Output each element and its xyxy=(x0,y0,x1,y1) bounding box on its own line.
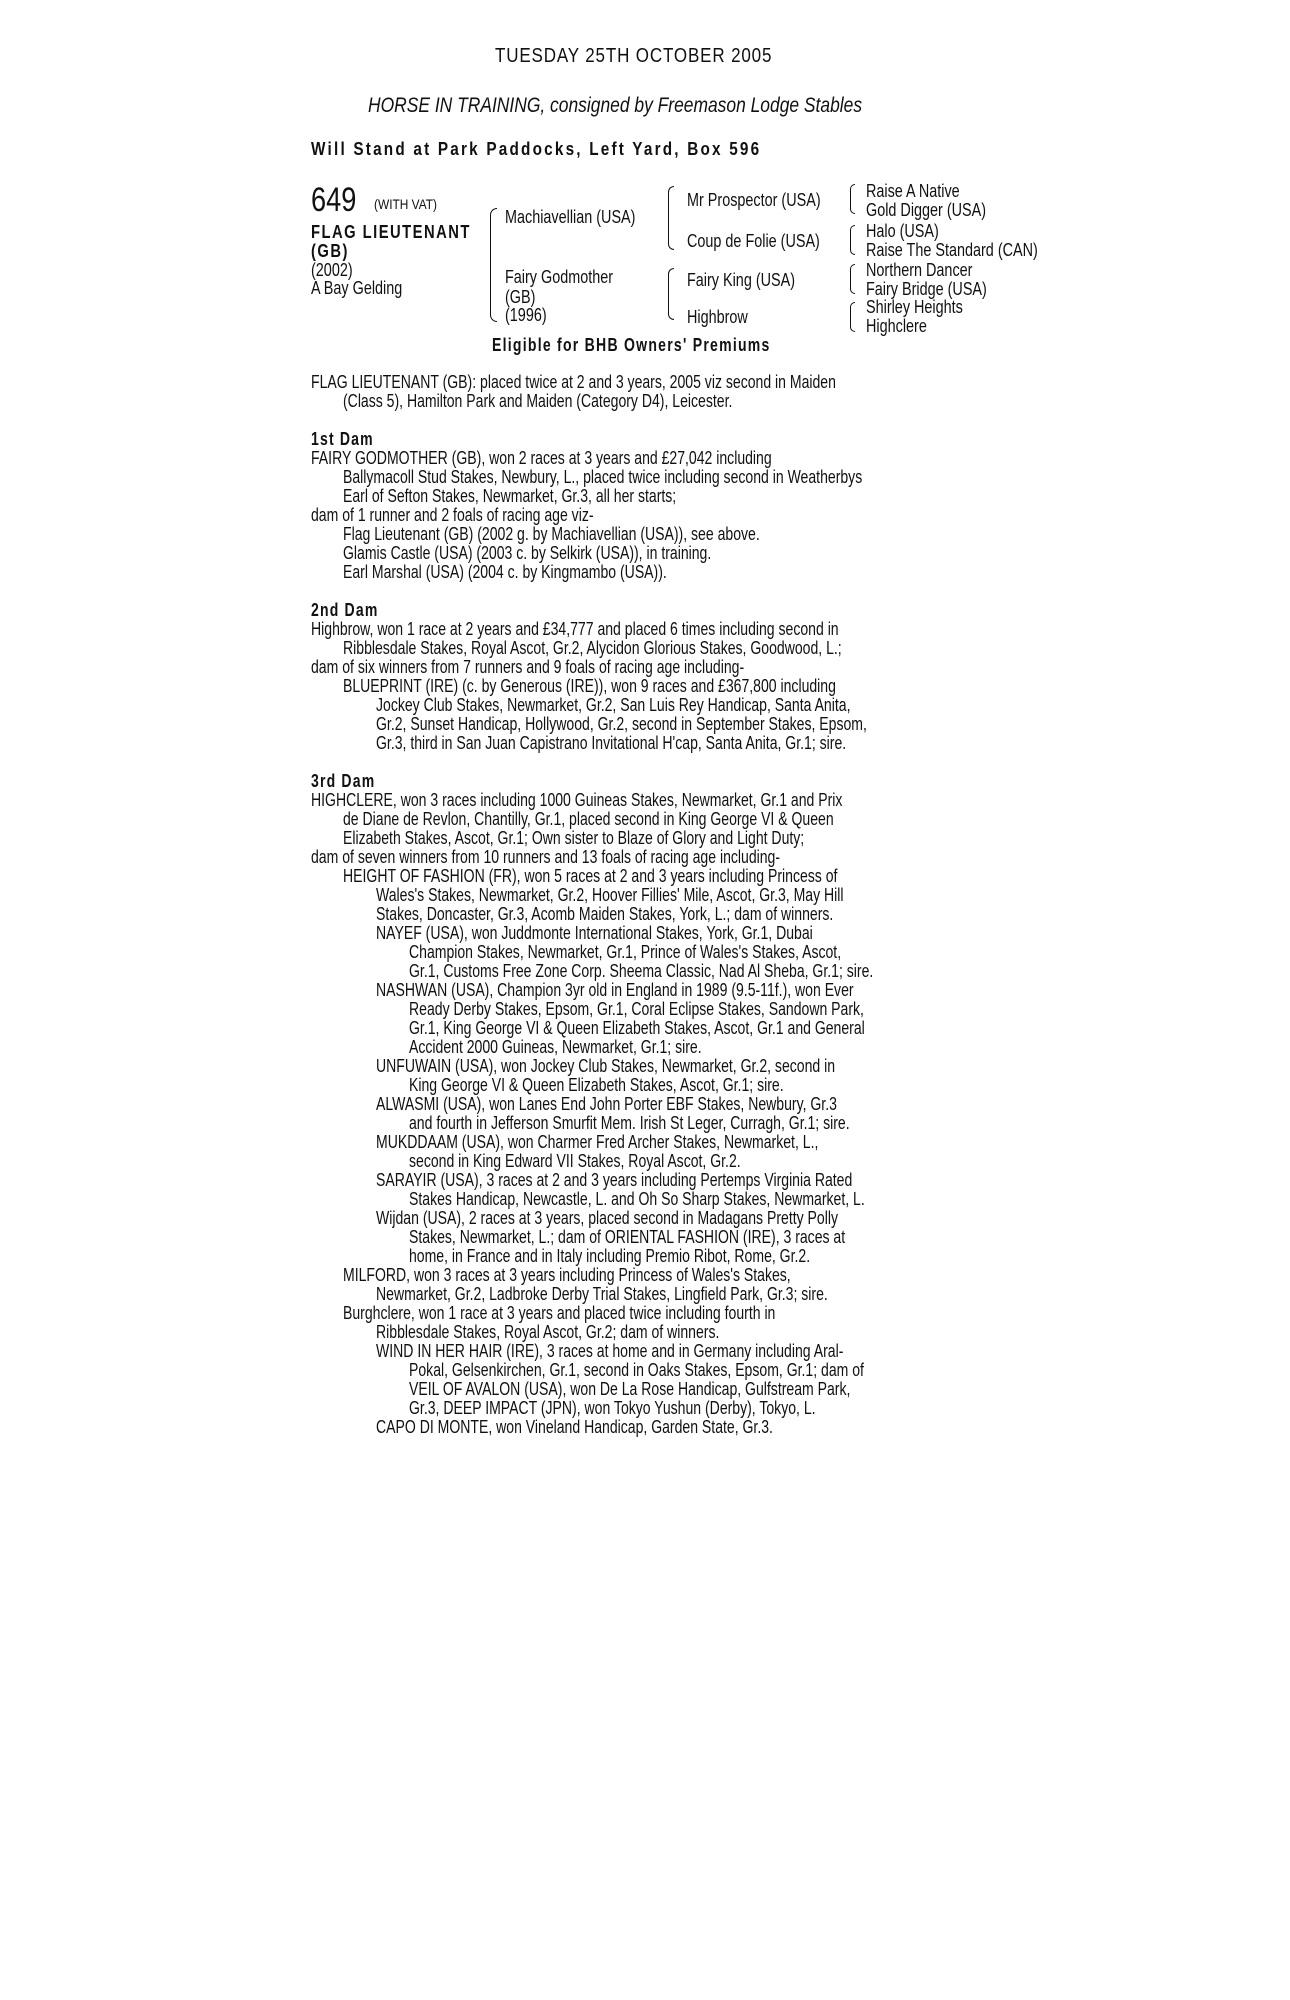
dam3-line: SARAYIR (USA), 3 races at 2 and 3 years including Pertemps Virginia Rated xyxy=(376,1170,853,1190)
pedigree-dam-sire: Fairy King (USA) xyxy=(687,270,796,290)
dam3-line: MUKDDAAM (USA), won Charmer Fred Archer Stakes, Newmarket, L., xyxy=(376,1132,819,1152)
dam3-line: de Diane de Revlon, Chantilly, Gr.1, placed second in King George VI & Queen xyxy=(343,809,834,829)
dam3-line: Wales's Stakes, Newmarket, Gr.2, Hoover Fillies' Mile, Ascot, Gr.3, May Hill xyxy=(376,885,844,905)
sale-date: TUESDAY 25TH OCTOBER 2005 xyxy=(495,45,773,67)
dam3-line: dam of seven winners from 10 runners and 13 foals of racing age including- xyxy=(311,847,781,867)
dam3-line: Elizabeth Stakes, Ascot, Gr.1; Own sister to Blaze of Glory and Light Duty; xyxy=(343,828,805,848)
pedigree-sdd: Raise The Standard (CAN) xyxy=(866,240,1038,260)
consignment-line: HORSE IN TRAINING, consigned by Freemason Lodge Stables xyxy=(368,94,863,117)
vat-note: (WITH VAT) xyxy=(374,196,438,212)
pedigree-brace-sire xyxy=(668,186,674,250)
dam2-line: Gr.2, Sunset Handicap, Hollywood, Gr.2, second in September Stakes, Epsom, xyxy=(376,714,867,734)
dam1-line: Earl of Sefton Stakes, Newmarket, Gr.3, all her starts; xyxy=(343,486,677,506)
pedigree-brace-ss xyxy=(850,184,855,214)
pedigree-brace-sd xyxy=(850,225,855,255)
lot-number: 649 xyxy=(311,181,357,219)
dam3-line: Gr.1, King George VI & Queen Elizabeth Stakes, Ascot, Gr.1 and General xyxy=(409,1018,865,1038)
dam2-line: dam of six winners from 7 runners and 9 foals of racing age including- xyxy=(311,657,745,677)
pedigree-dss: Northern Dancer xyxy=(866,260,973,280)
dam3-line: Gr.1, Customs Free Zone Corp. Sheema Classic, Nad Al Sheba, Gr.1; sire. xyxy=(409,961,874,981)
dam3-line: Stakes, Doncaster, Gr.3, Acomb Maiden Stakes, York, L.; dam of winners. xyxy=(376,904,834,924)
horse-origin: (GB) xyxy=(311,241,349,261)
pedigree-dam-origin: (GB) xyxy=(505,287,536,307)
pedigree-ssd: Gold Digger (USA) xyxy=(866,200,987,220)
dam3-line: Champion Stakes, Newmarket, Gr.1, Prince of Wales's Stakes, Ascot, xyxy=(409,942,842,962)
dam3-line: VEIL OF AVALON (USA), won De La Rose Handicap, Gulfstream Park, xyxy=(409,1379,851,1399)
pedigree-brace-dd xyxy=(850,302,855,332)
dam3-line: Newmarket, Gr.2, Ladbroke Derby Trial Stakes, Lingfield Park, Gr.3; sire. xyxy=(376,1284,828,1304)
intro-line: FLAG LIEUTENANT (GB): placed twice at 2 and 3 years, 2005 viz second in Maiden xyxy=(311,372,836,392)
premiums-note: Eligible for BHB Owners' Premiums xyxy=(492,335,771,355)
dam3-line: HIGHCLERE, won 3 races including 1000 Guineas Stakes, Newmarket, Gr.1 and Prix xyxy=(311,790,843,810)
pedigree-dam-year: (1996) xyxy=(505,305,547,325)
dam3-line: CAPO DI MONTE, won Vineland Handicap, Garden State, Gr.3. xyxy=(376,1417,773,1437)
pedigree-sds: Halo (USA) xyxy=(866,221,939,241)
dam3-line: second in King Edward VII Stakes, Royal Ascot, Gr.2. xyxy=(409,1151,741,1171)
dam3-line: Pokal, Gelsenkirchen, Gr.1, second in Oaks Stakes, Epsom, Gr.1; dam of xyxy=(409,1360,864,1380)
dam3-line: NAYEF (USA), won Juddmonte International Stakes, York, Gr.1, Dubai xyxy=(376,923,813,943)
dam1-line: Ballymacoll Stud Stakes, Newbury, L., placed twice including second in Weatherbys xyxy=(343,467,863,487)
dam3-line: and fourth in Jefferson Smurfit Mem. Irish St Leger, Curragh, Gr.1; sire. xyxy=(409,1113,850,1133)
horse-name: FLAG LIEUTENANT xyxy=(311,222,471,242)
dam1-line: FAIRY GODMOTHER (GB), won 2 races at 3 years and £27,042 including xyxy=(311,448,772,468)
dam1-line: Earl Marshal (USA) (2004 c. by Kingmambo (USA)). xyxy=(343,562,667,582)
first-dam-heading: 1st Dam xyxy=(311,429,374,449)
dam3-line: UNFUWAIN (USA), won Jockey Club Stakes, Newmarket, Gr.2, second in xyxy=(376,1056,836,1076)
dam3-line: NASHWAN (USA), Champion 3yr old in England in 1989 (9.5-11f.), won Ever xyxy=(376,980,854,1000)
pedigree-brace-dam xyxy=(668,268,674,320)
pedigree-dam-dam: Highbrow xyxy=(687,307,748,327)
pedigree-dam xyxy=(505,268,613,287)
dam1-line: Glamis Castle (USA) (2003 c. by Selkirk (USA)), in training. xyxy=(343,543,712,563)
dam2-line: Ribblesdale Stakes, Royal Ascot, Gr.2, Alycidon Glorious Stakes, Goodwood, L.; xyxy=(343,638,842,658)
pedigree-brace-main xyxy=(490,208,497,322)
dam3-line: King George VI & Queen Elizabeth Stakes, Ascot, Gr.1; sire. xyxy=(409,1075,784,1095)
horse-year: (2002) xyxy=(311,260,353,280)
pedigree-sss: Raise A Native xyxy=(866,181,960,201)
pedigree-dsd: Fairy Bridge (USA) xyxy=(866,279,987,299)
dam3-line: Ready Derby Stakes, Epsom, Gr.1, Coral Eclipse Stakes, Sandown Park, xyxy=(409,999,864,1019)
dam2-line: Gr.3, third in San Juan Capistrano Invitational H'cap, Santa Anita, Gr.1; sire. xyxy=(376,733,847,753)
dam3-line: HEIGHT OF FASHION (FR), won 5 races at 2 and 3 years including Princess of xyxy=(343,866,838,886)
dam3-line: Stakes Handicap, Newcastle, L. and Oh So Sharp Stakes, Newmarket, L. xyxy=(409,1189,865,1209)
third-dam-heading: 3rd Dam xyxy=(311,771,376,791)
dam2-line: BLUEPRINT (IRE) (c. by Generous (IRE)), won 9 races and £367,800 including xyxy=(343,676,836,696)
pedigree-brace-ds xyxy=(850,264,855,294)
dam3-line: ALWASMI (USA), won Lanes End John Porter EBF Stakes, Newbury, Gr.3 xyxy=(376,1094,837,1114)
dam2-line: Highbrow, won 1 race at 2 years and £34,777 and placed 6 times including second in xyxy=(311,619,839,639)
dam3-line: Gr.3, DEEP IMPACT (JPN), won Tokyo Yushun (Derby), Tokyo, L. xyxy=(409,1398,816,1418)
dam3-line: WIND IN HER HAIR (IRE), 3 races at home and in Germany including Aral- xyxy=(376,1341,844,1361)
dam3-line: Accident 2000 Guineas, Newmarket, Gr.1; sire. xyxy=(409,1037,702,1057)
pedigree-dds: Shirley Heights xyxy=(866,297,963,317)
second-dam-heading: 2nd Dam xyxy=(311,600,379,620)
dam3-line: Burghclere, won 1 race at 3 years and placed twice including fourth in xyxy=(343,1303,776,1323)
dam2-line: Jockey Club Stakes, Newmarket, Gr.2, San Luis Rey Handicap, Santa Anita, xyxy=(376,695,851,715)
pedigree-sire-dam: Coup de Folie (USA) xyxy=(687,231,820,251)
dam3-line: MILFORD, won 3 races at 3 years including Princess of Wales's Stakes, xyxy=(343,1265,791,1285)
intro-line: (Class 5), Hamilton Park and Maiden (Category D4), Leicester. xyxy=(343,391,733,411)
dam3-line: Stakes, Newmarket, L.; dam of ORIENTAL FASHION (IRE), 3 races at xyxy=(409,1227,846,1247)
pedigree-dam-name: Fairy Godmother xyxy=(505,267,614,287)
dam3-line: home, in France and in Italy including Premio Ribot, Rome, Gr.2. xyxy=(409,1246,811,1266)
dam3-line: Wijdan (USA), 2 races at 3 years, placed second in Madagans Pretty Polly xyxy=(376,1208,838,1228)
pedigree-sire-sire: Mr Prospector (USA) xyxy=(687,190,821,210)
pedigree-sire: Machiavellian (USA) xyxy=(505,207,636,227)
dam3-line: Ribblesdale Stakes, Royal Ascot, Gr.2; dam of winners. xyxy=(376,1322,720,1342)
horse-description: A Bay Gelding xyxy=(311,278,403,298)
dam1-line: dam of 1 runner and 2 foals of racing age viz- xyxy=(311,505,594,525)
stand-location: Will Stand at Park Paddocks, Left Yard, Box 596 xyxy=(311,139,762,159)
dam1-line: Flag Lieutenant (GB) (2002 g. by Machiavellian (USA)), see above. xyxy=(343,524,760,544)
pedigree-ddd: Highclere xyxy=(866,316,927,336)
